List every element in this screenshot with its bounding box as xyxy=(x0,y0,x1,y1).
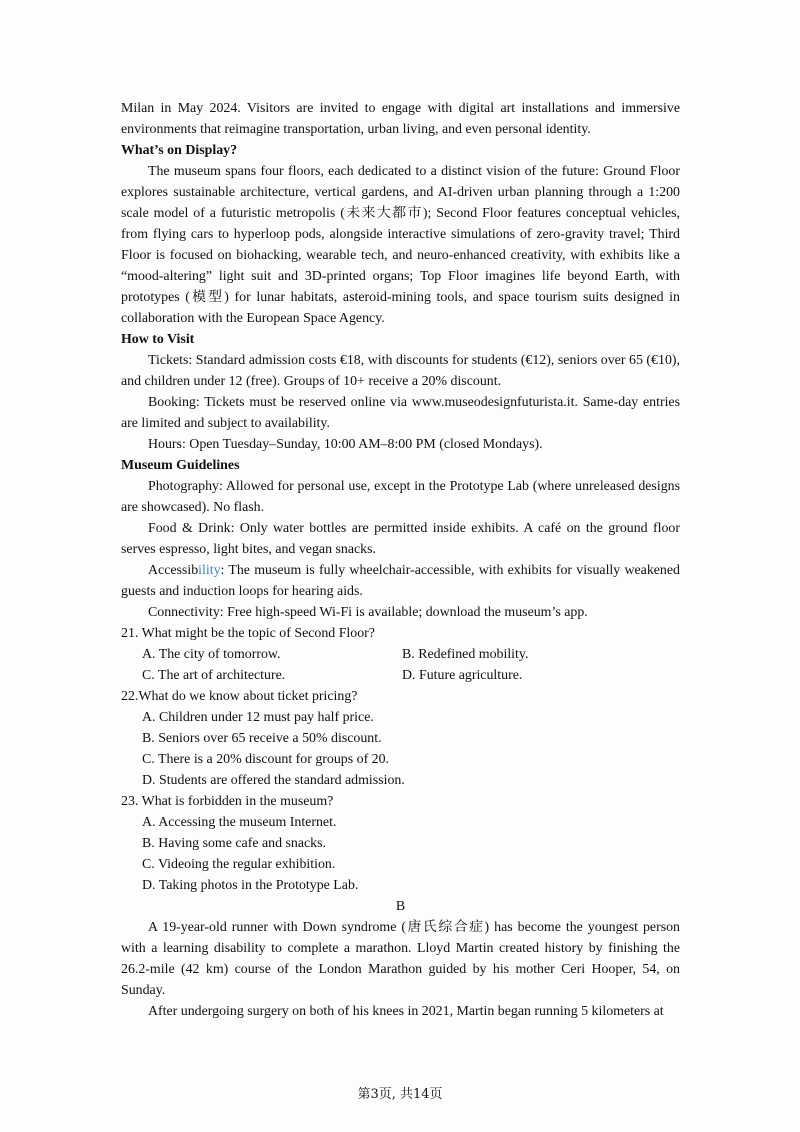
question-22-option-c[interactable]: C. There is a 20% discount for groups of 20. xyxy=(142,752,390,767)
question-21-option-c[interactable]: C. The art of architecture. xyxy=(142,668,286,683)
question-23-option-c[interactable]: C. Videoing the regular exhibition. xyxy=(142,857,336,872)
booking-paragraph: Booking: Tickets must be reserved online via www.museodesignfuturista.it. Same-day entries are limited and subject to availability. xyxy=(121,395,680,431)
question-22-option-d[interactable]: D. Students are offered the standard admission. xyxy=(142,773,405,788)
question-23-option-a[interactable]: A. Accessing the museum Internet. xyxy=(142,815,337,830)
food-paragraph: Food & Drink: Only water bottles are permitted inside exhibits. A café on the ground floor serves espresso, light bites, and vegan snacks. xyxy=(121,521,680,557)
hours-paragraph: Hours: Open Tuesday–Sunday, 10:00 AM–8:00 PM (closed Mondays). xyxy=(148,437,543,452)
passage-b-paragraph-2: After undergoing surgery on both of his knees in 2021, Martin began running 5 kilometers at xyxy=(148,1004,664,1019)
accessibility-paragraph xyxy=(121,560,680,602)
section-b-label: B xyxy=(395,899,406,914)
connectivity-paragraph: Connectivity: Free high-speed Wi-Fi is available; download the museum’s app. xyxy=(148,605,588,620)
passage-a-intro: Milan in May 2024. Visitors are invited to engage with digital art installations and immersive environments that reimagine transportation, urban living, and even personal identity. xyxy=(121,101,680,137)
photography-paragraph: Photography: Allowed for personal use, except in the Prototype Lab (where unreleased designs are showcased). No flash. xyxy=(121,479,680,515)
page-number-footer: 第3页, 共14页 xyxy=(357,1087,443,1102)
guidelines-heading: Museum Guidelines xyxy=(121,458,240,473)
question-21-options xyxy=(121,644,680,686)
question-21-option-b[interactable]: B. Redefined mobility. xyxy=(402,647,529,662)
question-23-option-b[interactable]: B. Having some cafe and snacks. xyxy=(142,836,326,851)
question-22-option-b[interactable]: B. Seniors over 65 receive a 50% discount. xyxy=(142,731,382,746)
question-22-option-a[interactable]: A. Children under 12 must pay half price. xyxy=(142,710,374,725)
passage-b-paragraph-1: A 19-year-old runner with Down syndrome (唐氏综合症) has become the youngest person with a learning disability to complete a marathon. Lloyd Martin created history by finishing the 26.2-mile (42 km) course of the London Marathon guided by his mother Ceri Hooper, 54, on Sunday. xyxy=(121,920,680,998)
accessibility-text-start: Accessib xyxy=(148,563,199,578)
question-21-option-d[interactable]: D. Future agriculture. xyxy=(402,668,523,683)
question-21-stem: 21. What might be the topic of Second Floor? xyxy=(121,626,375,641)
display-heading: What’s on Display? xyxy=(121,143,238,158)
tickets-paragraph: Tickets: Standard admission costs €18, with discounts for students (€12), seniors over 65 (€10), and children under 12 (free). Groups of 10+ receive a 20% discount. xyxy=(121,353,680,389)
document-body xyxy=(121,98,680,1022)
visit-heading: How to Visit xyxy=(121,332,195,347)
question-23-option-d[interactable]: D. Taking photos in the Prototype Lab. xyxy=(142,878,359,893)
question-23-stem: 23. What is forbidden in the museum? xyxy=(121,794,334,809)
question-22-stem: 22.What do we know about ticket pricing? xyxy=(121,689,358,704)
question-21-option-a[interactable]: A. The city of tomorrow. xyxy=(142,647,281,662)
accessibility-highlight: ility xyxy=(198,563,221,578)
display-paragraph: The museum spans four floors, each dedicated to a distinct vision of the future: Ground Floor explores sustainable architecture, vertical gardens, and AI-driven urban planning through a 1:200 scale model of a futuristic metropolis (未来大都市); Second Floor features conceptual vehicles, from flying cars to hyperloop pods, alongside interactive simulations of zero-gravity travel; Third Floor is focused on biohacking, wearable tech, and neuro-enhanced creativity, with exhibits like a “mood-altering” light suit and 3D-printed organs; Top Floor imagines life beyond Earth, with prototypes (模型) for lunar habitats, asteroid-mining tools, and space tourism suits designed in collaboration with the European Space Agency. xyxy=(121,164,680,326)
accessibility-text-rest: : The museum is fully wheelchair-accessible, with exhibits for visually weakened guests and induction loops for hearing aids. xyxy=(121,563,680,599)
